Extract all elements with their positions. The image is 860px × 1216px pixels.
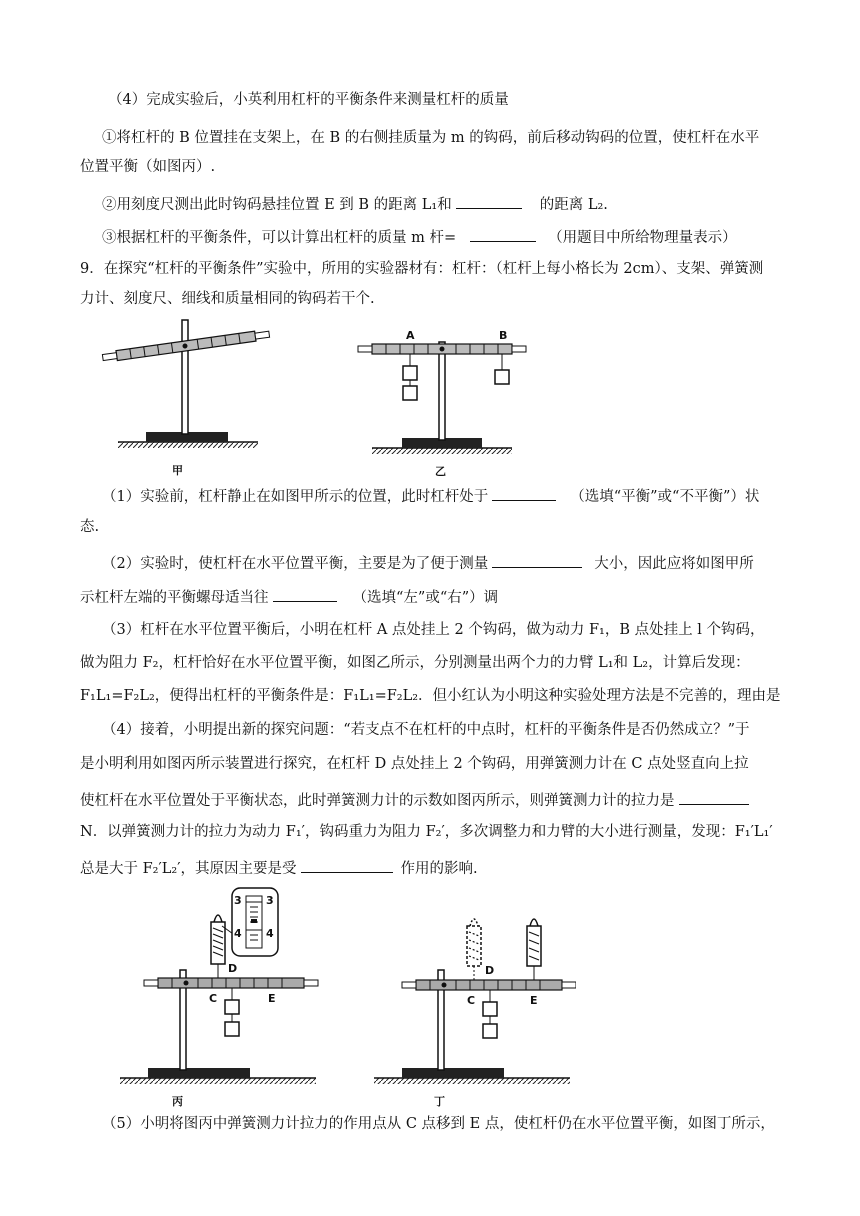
point-label-e: E (268, 992, 276, 1005)
text-line: （4）完成实验后，小英利用杠杆的平衡条件来测量杠杆的质量 (108, 92, 509, 108)
stand-pole (439, 342, 445, 440)
point-label-c: C (467, 994, 476, 1007)
answer-blank[interactable] (492, 484, 556, 501)
text-fragment: 使杠杆在水平位置处于平衡状态，此时弹簧测力计的示数如图丙所示，则弹簧测力计的拉力是 (80, 793, 675, 809)
answer-blank[interactable] (273, 585, 337, 602)
text-line: 态. (80, 519, 100, 535)
text-line: ①将杠杆的 B 位置挂在支架上，在 B 的右侧挂质量为 m 的钩码，前后移动钩码的位置，使杠杆在水平 (102, 130, 760, 146)
scale-label-3: 3 (266, 894, 274, 907)
text-fragment: （选填“平衡”或“不平衡”）状 (570, 489, 760, 505)
answer-blank[interactable] (456, 192, 522, 209)
weight (225, 1022, 239, 1036)
text-line (80, 585, 498, 608)
text-line: 是小明利用如图丙所示装置进行探究，在杠杆 D 点处挂上 2 个钩码，用弹簧测力计在 C 点处竖直向上拉 (80, 756, 749, 772)
lever-level (358, 344, 526, 354)
text-line: 做为阻力 F₂，杠杆恰好在水平位置平衡，如图乙所示，分别测量出两个力的力臂 L₁和 L₂，计算后发现： (80, 655, 750, 671)
question-9-line: 9．在探究“杠杆的平衡条件”实验中，所用的实验器材有：杠杆：（杠杆上每小格长为 2cm）、支架、弹簧测 (80, 261, 764, 277)
point-label-b: B (499, 329, 508, 342)
text-fragment: 大小，因此应将如图甲所 (594, 556, 754, 572)
text-fragment: ③根据杠杆的平衡条件，可以计算出杠杆的质量 m 杆= (102, 230, 457, 246)
text-line (80, 856, 478, 879)
text-line: 位置平衡（如图丙）. (80, 159, 216, 175)
text-fragment: 总是大于 F₂′L₂′，其原因主要是受 (80, 861, 297, 877)
point-label-c: C (209, 992, 218, 1005)
text-fragment: ②用刻度尺测出此时钩码悬挂位置 E 到 B 的距离 L₁和 (102, 197, 452, 213)
weight (495, 370, 509, 384)
text-fragment: （1）实验前，杠杆静止在如图甲所示的位置，此时杠杆处于 (102, 489, 489, 505)
stand-pole (182, 320, 188, 434)
figure-caption: 乙 (435, 465, 446, 478)
text-line (102, 551, 754, 574)
figure-jia (98, 318, 276, 478)
text-line: （3）杠杆在水平位置平衡后，小明在杠杆 A 点处挂上 2 个钩码，做为动力 F₁，B 点处挂上 l 个钩码， (102, 622, 765, 638)
text-line (102, 225, 737, 248)
text-fragment: 的距离 L₂. (539, 197, 608, 213)
weight (225, 1000, 239, 1014)
text-line (102, 484, 759, 507)
point-label-e: E (530, 994, 538, 1007)
text-line: 力计、刻度尺、细线和质量相同的钩码若干个. (80, 291, 375, 307)
weight (403, 386, 417, 400)
text-fragment: 示杠杆左端的平衡螺母适当往 (80, 590, 269, 606)
figure-bing (118, 886, 328, 1094)
figure-caption: 丁 (434, 1095, 445, 1108)
point-label-a: A (406, 329, 415, 342)
scale-label-4: 4 (234, 927, 242, 940)
scale-label-3: 3 (234, 894, 242, 907)
text-fragment: 作用的影响. (400, 861, 478, 877)
text-fragment: （2）实验时，使杠杆在水平位置平衡，主要是为了便于测量 (102, 556, 489, 572)
text-line: N．以弹簧测力计的拉力为动力 F₁′，钩码重力为阻力 F₂′，多次调整力和力臂的大小进行测量，发现：F₁′L₁′ (80, 824, 773, 840)
answer-blank[interactable] (679, 788, 749, 805)
point-label-d: D (485, 964, 495, 977)
answer-blank[interactable] (492, 551, 582, 568)
stand-base (148, 1068, 250, 1078)
text-line (102, 192, 608, 215)
figure-caption: 甲 (172, 464, 183, 477)
stand-base (402, 1068, 504, 1078)
text-line: （5）小明将图丙中弹簧测力计拉力的作用点从 C 点移到 E 点，使杠杆仍在水平位置平衡，如图丁所示， (102, 1116, 775, 1132)
answer-blank[interactable] (470, 225, 536, 242)
answer-blank[interactable] (301, 856, 393, 873)
figure-yi (356, 330, 532, 460)
text-line: （4）接着，小明提出新的探究问题：“若支点不在杠杆的中点时，杠杆的平衡条件是否仍然成立？”于 (102, 722, 750, 738)
text-fragment: （选填“左”或“右”）调 (352, 590, 499, 606)
weight (483, 1002, 497, 1016)
text-line: F₁L₁=F₂L₂，便得出杠杆的平衡条件是：F₁L₁=F₂L₂．但小红认为小明这种实验处理方法是不完善的，理由是 (80, 688, 781, 704)
weight (483, 1024, 497, 1038)
scale-label-4: 4 (266, 927, 274, 940)
figure-caption: 丙 (172, 1095, 183, 1108)
text-line (80, 788, 753, 811)
weight (403, 366, 417, 380)
ground-hatch (118, 442, 258, 448)
text-fragment: （用题目中所给物理量表示） (548, 230, 737, 246)
point-label-d: D (228, 962, 238, 975)
